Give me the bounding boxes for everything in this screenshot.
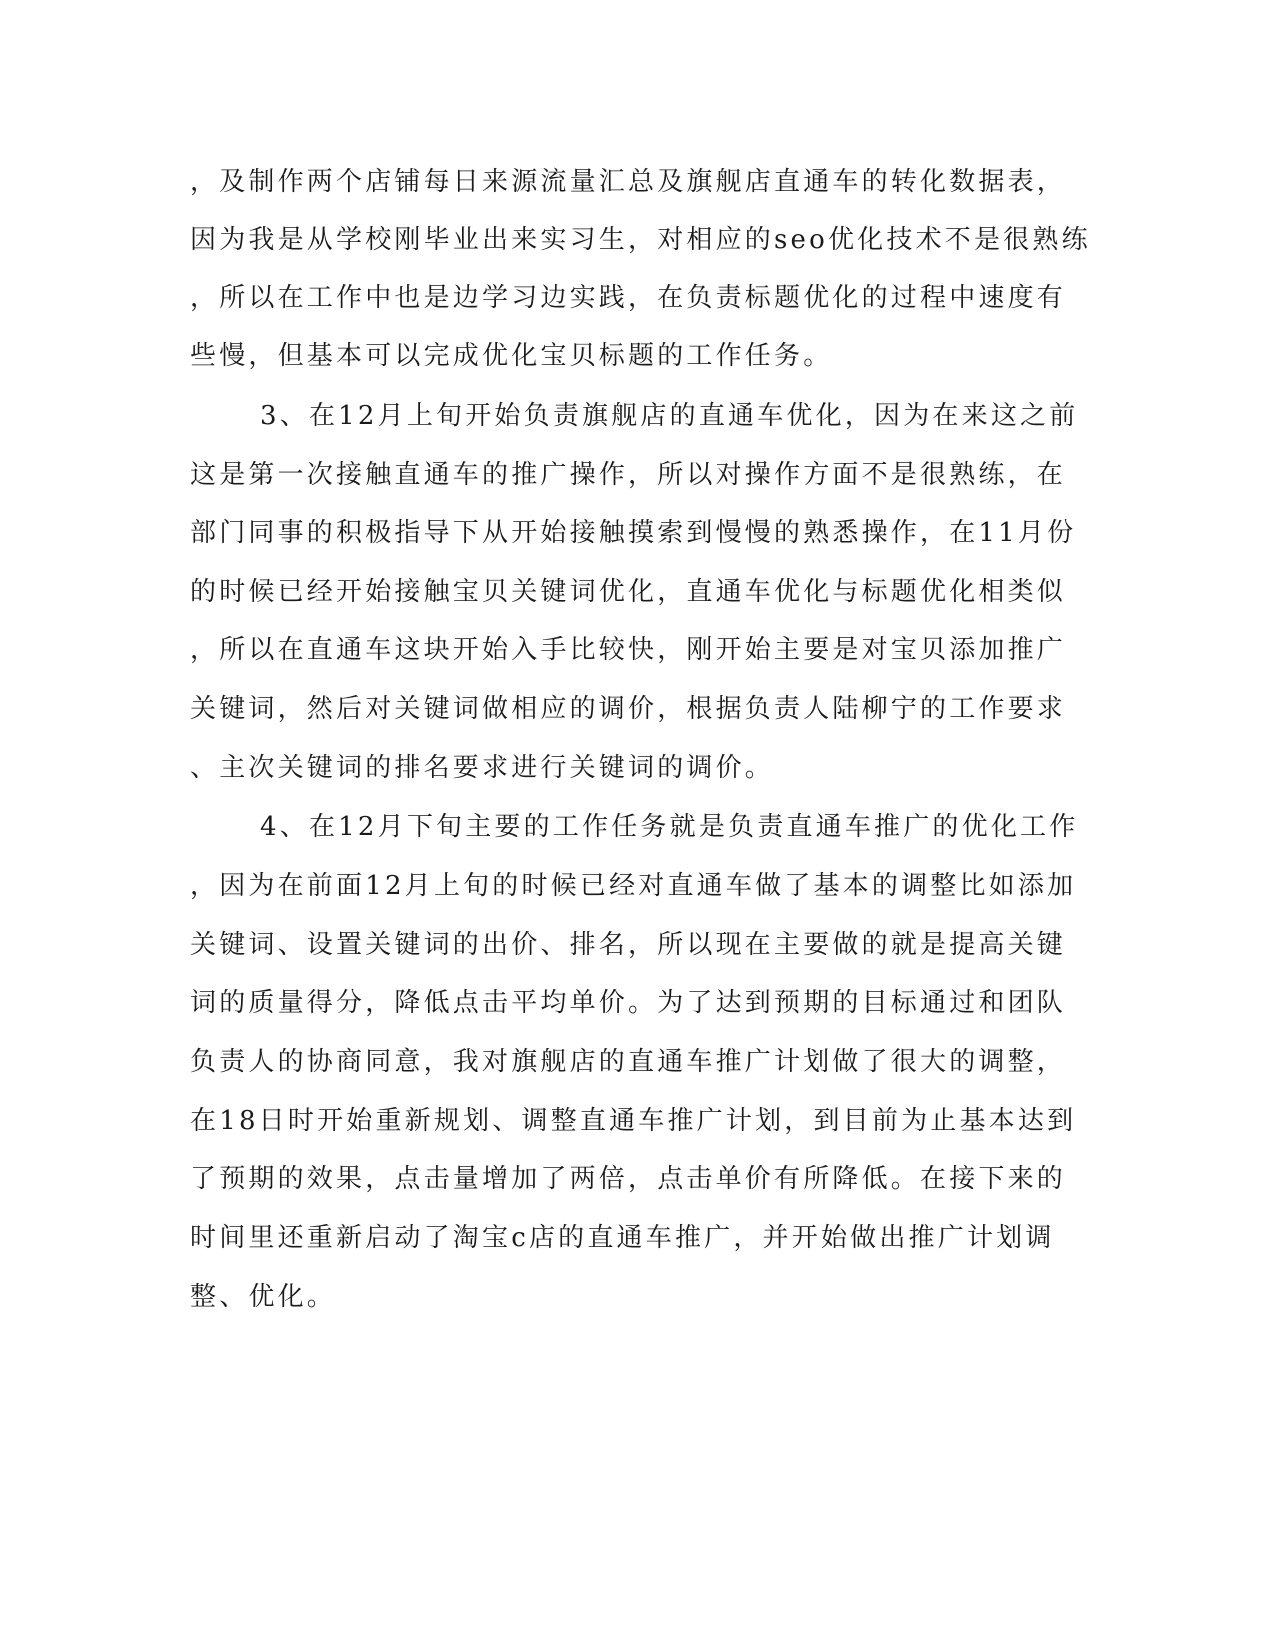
paragraph-1-line-4: 些慢，但基本可以完成优化宝贝标题的工作任务。 <box>190 341 833 371</box>
paragraph-2-line-5: ，所以在直通车这块开始入手比较快，刚开始主要是对宝贝添加推广 <box>190 635 1067 665</box>
paragraph-2-line-3: 部门同事的积极指导下从开始接触摸索到慢慢的熟悉操作，在11月份 <box>190 518 1077 548</box>
paragraph-3-line-3: 关键词、设置关键词的出价、排名，所以现在主要做的就是提高关键 <box>190 930 1067 960</box>
paragraph-3-line-4: 词的质量得分，降低点击平均单价。为了达到预期的目标通过和团队 <box>190 988 1067 1018</box>
paragraph-3-line-7: 了预期的效果，点击量增加了两倍，点击单价有所降低。在接下来的 <box>190 1164 1067 1194</box>
paragraph-3-line-5: 负责人的协商同意，我对旗舰店的直通车推广计划做了很大的调整， <box>190 1047 1067 1077</box>
paragraph-2-line-4: 的时候已经开始接触宝贝关键词优化，直通车优化与标题优化相类似 <box>190 577 1067 607</box>
paragraph-3-line-8: 时间里还重新启动了淘宝c店的直通车推广，并开始做出推广计划调 <box>190 1223 1055 1253</box>
paragraph-2-line-6: 关键词，然后对关键词做相应的调价，根据负责人陆柳宁的工作要求 <box>190 694 1067 724</box>
paragraph-3-line-9: 整、优化。 <box>190 1282 337 1312</box>
paragraph-2-line-7: 、主次关键词的排名要求进行关键词的调价。 <box>190 753 775 783</box>
paragraph-1-line-1: ，及制作两个店铺每日来源流量汇总及旗舰店直通车的转化数据表， <box>190 167 1067 197</box>
paragraph-3-line-1: 4、在12月下旬主要的工作任务就是负责直通车推广的优化工作 <box>260 812 1079 842</box>
paragraph-1-line-2: 因为我是从学校刚毕业出来实习生，对相应的seo优化技术不是很熟练 <box>190 225 1091 255</box>
paragraph-2-line-2: 这是第一次接触直通车的推广操作，所以对操作方面不是很熟练，在 <box>190 460 1067 490</box>
paragraph-1-line-3: ，所以在工作中也是边学习边实践，在负责标题优化的过程中速度有 <box>190 283 1067 313</box>
paragraph-3-line-2: ，因为在前面12月上旬的时候已经对直通车做了基本的调整比如添加 <box>190 871 1077 901</box>
paragraph-2-line-1: 3、在12月上旬开始负责旗舰店的直通车优化，因为在来这之前 <box>260 401 1079 431</box>
paragraph-3-line-6: 在18日时开始重新规划、调整直通车推广计划，到目前为止基本达到 <box>190 1106 1077 1136</box>
